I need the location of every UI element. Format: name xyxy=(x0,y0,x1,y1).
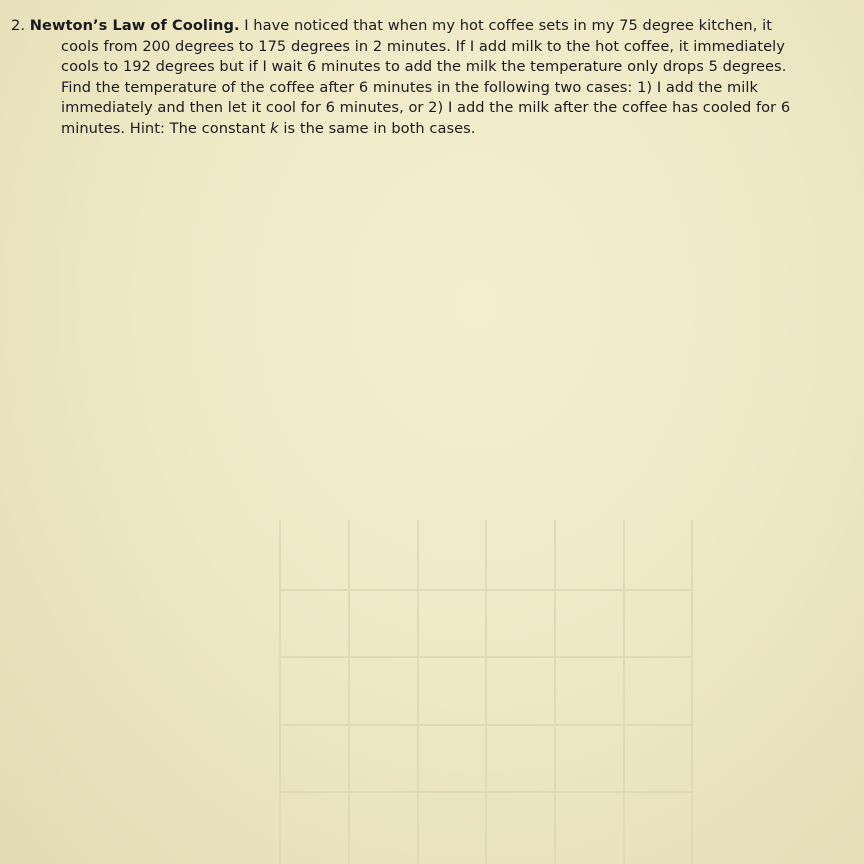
problem-text-line-1: I have noticed that when my hot coffee sets in my 75 degree kitchen, it xyxy=(239,17,772,34)
constant-k: k xyxy=(270,119,279,137)
problem-text-line-5: immediately and then let it cool for 6 minutes, or 2) I add the milk after the coffee has cooled for 6 xyxy=(61,99,791,117)
hint-suffix: is the same in both cases. xyxy=(278,119,476,137)
bleed-through-grid-lines xyxy=(246,520,696,864)
problem-text-line-3: cools to 192 degrees but if I wait 6 minutes to add the milk the temperature only drops 5 degrees. xyxy=(61,58,787,76)
problem-title: Newton’s Law of Cooling. xyxy=(29,17,240,34)
problem-text-line-6 xyxy=(61,119,806,140)
problem-text-line-2: cools from 200 degrees to 175 degrees in 2 minutes. If I add milk to the hot coffee, it immediately xyxy=(61,37,785,55)
problem-line-1 xyxy=(11,16,806,37)
problem-number: 2. xyxy=(11,17,26,34)
problem-body xyxy=(61,37,806,140)
bleed-through-grid xyxy=(246,520,696,864)
problem-2 xyxy=(11,16,806,140)
hint-prefix: minutes. Hint: The constant xyxy=(61,119,271,137)
problem-text-line-4: Find the temperature of the coffee after 6 minutes in the following two cases: 1) I add the milk xyxy=(61,78,758,96)
